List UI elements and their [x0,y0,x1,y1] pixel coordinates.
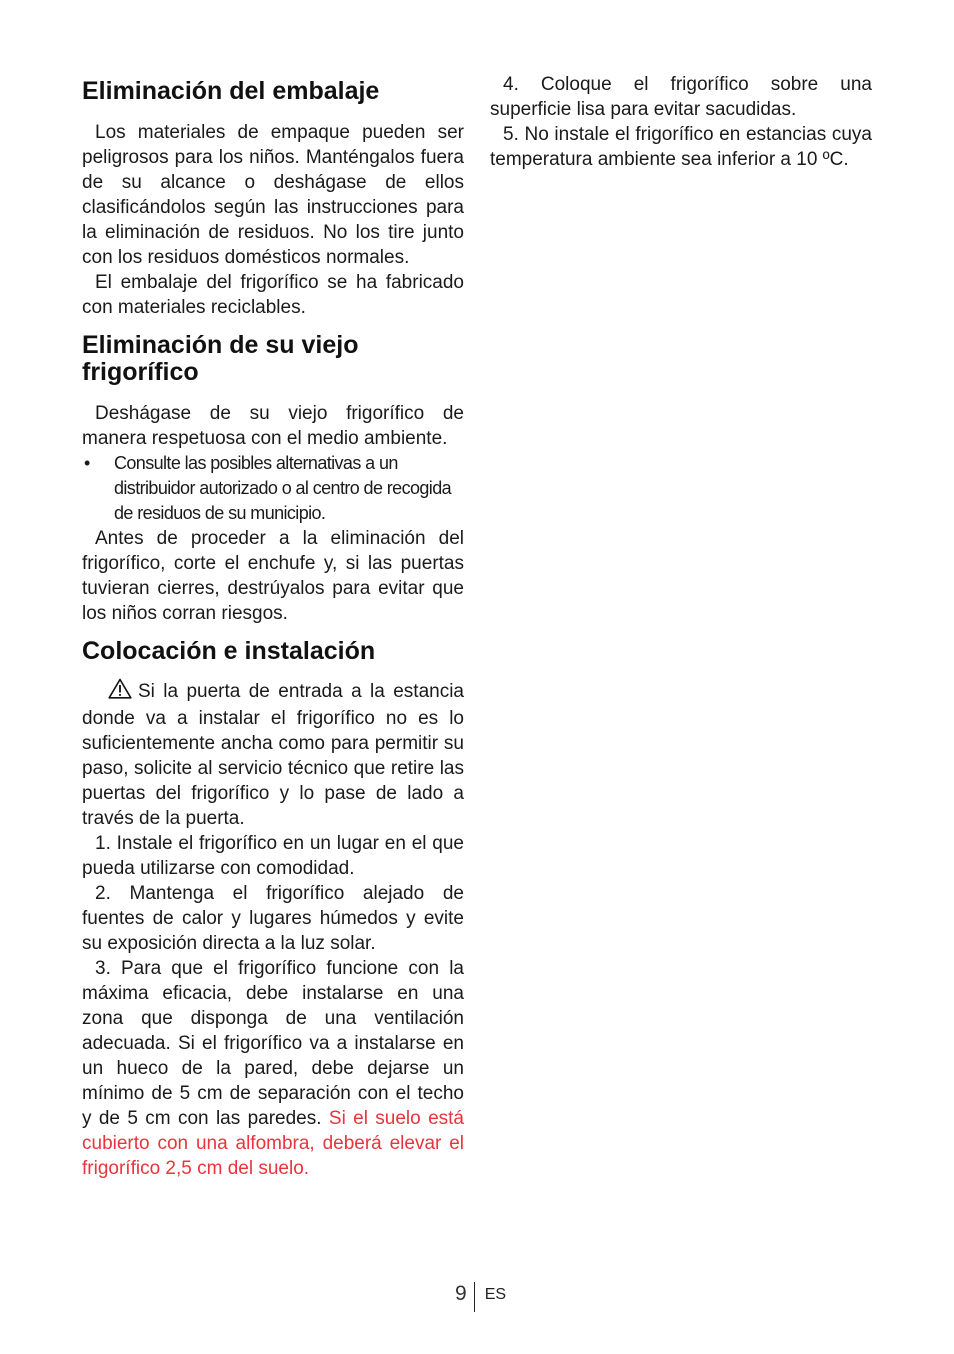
installation-step-3 [82,956,464,1181]
left-column [82,72,464,1181]
heading-old-fridge-disposal: Eliminación de su viejo frigorífico [82,331,359,386]
bullet-text: Consulte las posibles alternativas a un distribuidor autorizado o al centro de recogida de residuos de su municipio. [114,453,452,523]
footer-divider [474,1282,475,1312]
page-footer [455,1282,506,1312]
list-item [82,451,464,526]
right-column [490,72,872,172]
installation-step-5: 5. No instale el frigorífico en estancias cuya temperatura ambiente sea inferior a 10 ºC. [490,124,872,170]
step-3-carpet-note: Si el suelo está cubierto con una alfombra, deberá elevar el frigorífico 2,5 cm del suelo. [82,1108,464,1179]
installation-warning-paragraph [82,678,464,831]
packaging-paragraph-1: Los materiales de empaque pueden ser peligrosos para los niños. Manténgalos fuera de su alcance o deshágase de ellos clasificándolos según las instrucciones para la eliminación de residuos. No los tire junto con los residuos domésticos normales. [82,122,464,268]
warning-triangle-icon [95,678,132,706]
packaging-paragraph-2: El embalaje del frigorífico se ha fabricado con materiales reciclables. [82,272,464,318]
language-code: ES [484,1286,507,1303]
bullet-icon: • [84,453,90,473]
heading-placement-installation: Colocación e instalación [82,637,376,665]
installation-step-1: 1. Instale el frigorífico en un lugar en el que pueda utilizarse con comodidad. [82,833,464,879]
step-3-text: 3. Para que el frigorífico funcione con la máxima eficacia, debe instalarse en una zona que disponga de una ventilación adecuada. Si el frigorífico va a instalarse en un hueco de la pared, debe dejarse un mínimo de 5 cm de separación con el techo y de 5 cm con las paredes. [82,958,464,1129]
heading-packaging-disposal: Eliminación del embalaje [82,77,380,105]
old-fridge-paragraph-2: Antes de proceder a la eliminación del frigorífico, corte el enchufe y, si las puertas tuvieran cierres, destrúyalos para evitar que los niños corran riesgos. [82,528,464,624]
installation-step-4: 4. Coloque el frigorífico sobre una superficie lisa para evitar sacudidas. [490,74,872,120]
old-fridge-paragraph-1: Deshágase de su viejo frigorífico de manera respetuosa con el medio ambiente. [82,403,464,449]
old-fridge-bullet-list [82,451,464,526]
page-number: 9 [455,1282,467,1305]
warning-text: Si la puerta de entrada a la estancia donde va a instalar el frigorífico no es lo suficientemente ancha como para permitir su paso, solicite al servicio técnico que retire las puertas del frigorífico y lo pase de lado a través de la puerta. [82,681,464,829]
installation-step-2: 2. Mantenga el frigorífico alejado de fuentes de calor y lugares húmedos y evite su exposición directa a la luz solar. [82,883,464,954]
